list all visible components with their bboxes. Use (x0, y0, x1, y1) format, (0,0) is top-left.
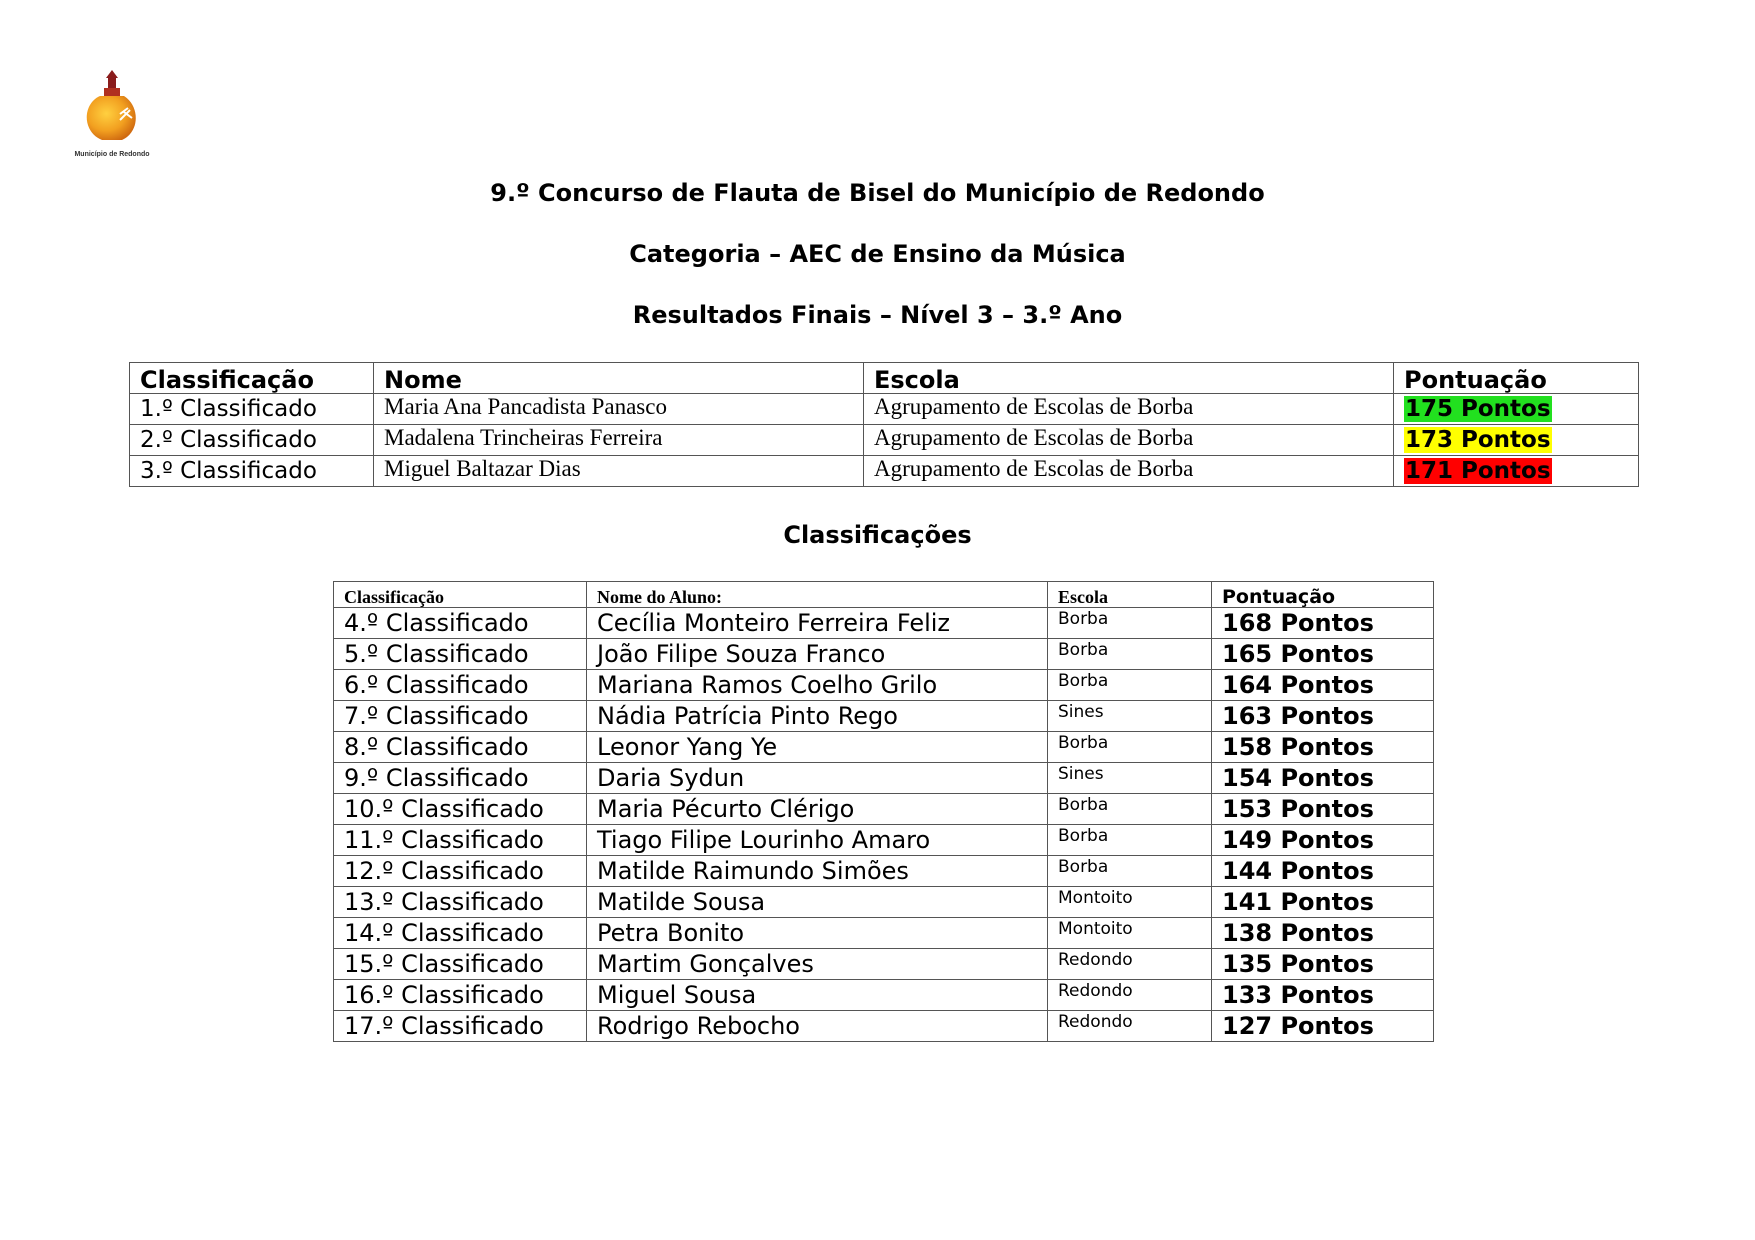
points-cell: 163 Pontos (1212, 701, 1434, 732)
rank-cell: 6.º Classificado (334, 670, 587, 701)
points-cell: 164 Pontos (1212, 670, 1434, 701)
rank-cell: 10.º Classificado (334, 794, 587, 825)
table-row (130, 394, 1639, 425)
points-cell: 158 Pontos (1212, 732, 1434, 763)
name-cell: Maria Pécurto Clérigo (587, 794, 1048, 825)
header-name: Nome (374, 363, 864, 394)
points-cell: 165 Pontos (1212, 639, 1434, 670)
table-row (334, 887, 1434, 918)
table-row (334, 608, 1434, 639)
name-cell: João Filipe Souza Franco (587, 639, 1048, 670)
points-cell: 138 Pontos (1212, 918, 1434, 949)
rank-cell: 16.º Classificado (334, 980, 587, 1011)
table-row (130, 456, 1639, 487)
municipality-logo (62, 70, 162, 165)
header-school: Escola (1048, 582, 1212, 608)
rank-cell: 8.º Classificado (334, 732, 587, 763)
rank-cell: 2.º Classificado (130, 425, 374, 456)
school-cell: Borba (1048, 856, 1212, 887)
points-cell: 141 Pontos (1212, 887, 1434, 918)
rank-cell: 3.º Classificado (130, 456, 374, 487)
rank-cell: 4.º Classificado (334, 608, 587, 639)
results-heading: Resultados Finais – Nível 3 – 3.º Ano (632, 301, 1123, 329)
points-cell: 135 Pontos (1212, 949, 1434, 980)
points-cell: 127 Pontos (1212, 1011, 1434, 1042)
rank-cell: 11.º Classificado (334, 825, 587, 856)
rank-cell: 13.º Classificado (334, 887, 587, 918)
name-cell: Cecília Monteiro Ferreira Feliz (587, 608, 1048, 639)
table-row (334, 670, 1434, 701)
school-cell: Redondo (1048, 1011, 1212, 1042)
school-cell: Borba (1048, 608, 1212, 639)
table-row (334, 949, 1434, 980)
table-row (334, 732, 1434, 763)
school-cell: Borba (1048, 639, 1212, 670)
points-cell: 154 Pontos (1212, 763, 1434, 794)
rank-cell: 5.º Classificado (334, 639, 587, 670)
top-results-table (129, 362, 1639, 487)
table-row (334, 825, 1434, 856)
header-points: Pontuação (1212, 582, 1434, 608)
points-highlight: 175 Pontos (1405, 396, 1551, 422)
name-cell: Mariana Ramos Coelho Grilo (587, 670, 1048, 701)
points-cell: 168 Pontos (1212, 608, 1434, 639)
points-cell (1394, 394, 1639, 425)
points-highlight: 173 Pontos (1405, 427, 1551, 453)
points-cell: 149 Pontos (1212, 825, 1434, 856)
table-row (334, 856, 1434, 887)
table-row (334, 639, 1434, 670)
name-cell: Miguel Baltazar Dias (374, 456, 864, 487)
name-cell: Daria Sydun (587, 763, 1048, 794)
school-cell: Redondo (1048, 980, 1212, 1011)
points-cell: 144 Pontos (1212, 856, 1434, 887)
name-cell: Rodrigo Rebocho (587, 1011, 1048, 1042)
logo-text: Município de Redondo (74, 151, 150, 158)
header-student-name: Nome do Aluno: (587, 582, 1048, 608)
points-highlight: 171 Pontos (1405, 458, 1551, 484)
classifications-table (333, 581, 1434, 1042)
header-points: Pontuação (1394, 363, 1639, 394)
header-classification: Classificação (130, 363, 374, 394)
table-row (334, 1011, 1434, 1042)
school-cell: Montoito (1048, 918, 1212, 949)
header-classification: Classificação (334, 582, 587, 608)
points-cell: 153 Pontos (1212, 794, 1434, 825)
points-cell (1394, 456, 1639, 487)
rank-cell: 17.º Classificado (334, 1011, 587, 1042)
rank-cell: 1.º Classificado (130, 394, 374, 425)
name-cell: Petra Bonito (587, 918, 1048, 949)
table-header-row (334, 582, 1434, 608)
school-cell: Agrupamento de Escolas de Borba (864, 394, 1394, 425)
rank-cell: 7.º Classificado (334, 701, 587, 732)
name-cell: Nádia Patrícia Pinto Rego (587, 701, 1048, 732)
name-cell: Miguel Sousa (587, 980, 1048, 1011)
header-school: Escola (864, 363, 1394, 394)
name-cell: Tiago Filipe Lourinho Amaro (587, 825, 1048, 856)
table-row (334, 763, 1434, 794)
rank-cell: 15.º Classificado (334, 949, 587, 980)
table-row (334, 794, 1434, 825)
municipal-jug-logo-icon (80, 70, 144, 150)
rank-cell: 14.º Classificado (334, 918, 587, 949)
name-cell: Maria Ana Pancadista Panasco (374, 394, 864, 425)
school-cell: Borba (1048, 825, 1212, 856)
page-title: 9.º Concurso de Flauta de Bisel do Município de Redondo (490, 179, 1265, 207)
rank-cell: 9.º Classificado (334, 763, 587, 794)
table-row (334, 980, 1434, 1011)
table-row (334, 701, 1434, 732)
points-cell: 133 Pontos (1212, 980, 1434, 1011)
name-cell: Martim Gonçalves (587, 949, 1048, 980)
classifications-heading: Classificações (783, 521, 972, 549)
category-heading: Categoria – AEC de Ensino da Música (629, 240, 1126, 268)
rank-cell: 12.º Classificado (334, 856, 587, 887)
name-cell: Matilde Sousa (587, 887, 1048, 918)
points-cell (1394, 425, 1639, 456)
school-cell: Agrupamento de Escolas de Borba (864, 456, 1394, 487)
name-cell: Matilde Raimundo Simões (587, 856, 1048, 887)
name-cell: Leonor Yang Ye (587, 732, 1048, 763)
school-cell: Borba (1048, 794, 1212, 825)
table-header-row (130, 363, 1639, 394)
school-cell: Sines (1048, 763, 1212, 794)
school-cell: Agrupamento de Escolas de Borba (864, 425, 1394, 456)
table-row (334, 918, 1434, 949)
name-cell: Madalena Trincheiras Ferreira (374, 425, 864, 456)
school-cell: Montoito (1048, 887, 1212, 918)
table-row (130, 425, 1639, 456)
school-cell: Borba (1048, 732, 1212, 763)
school-cell: Redondo (1048, 949, 1212, 980)
school-cell: Sines (1048, 701, 1212, 732)
school-cell: Borba (1048, 670, 1212, 701)
